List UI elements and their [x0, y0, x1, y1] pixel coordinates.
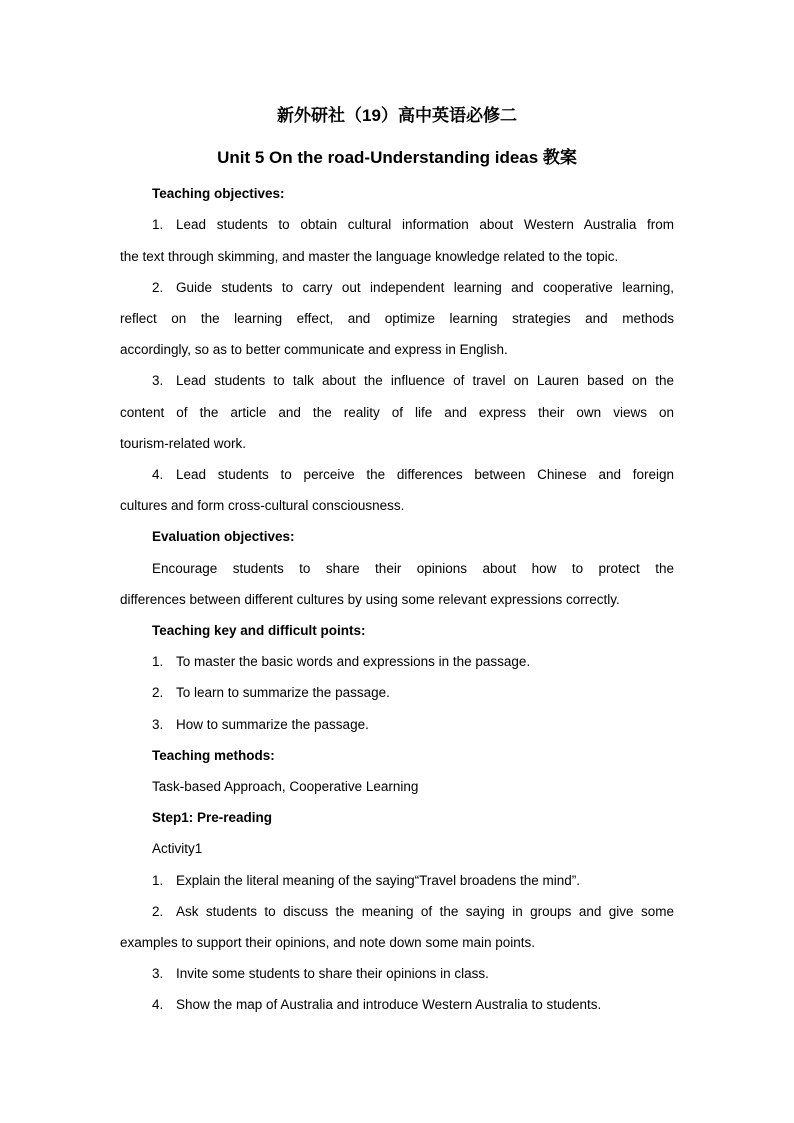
key-point-2-number: 2.	[152, 685, 164, 700]
teaching-methods-text: Task-based Approach, Cooperative Learning	[152, 779, 419, 794]
step1-item-4-number: 4.	[152, 997, 164, 1012]
step1-item-4: 4. Show the map of Australia and introduce Western Australia to students.	[152, 995, 674, 1015]
key-point-1-number: 1.	[152, 654, 164, 669]
step1-item-3: 3. Invite some students to share their opinions in class.	[152, 964, 674, 984]
evaluation-line-1: Encourage students to share their opinions about how to protect the	[152, 561, 674, 576]
key-points-heading: Teaching key and difficult points:	[152, 623, 366, 638]
key-point-2: 2. To learn to summarize the passage.	[152, 683, 674, 703]
step1-item-1-number: 1.	[152, 873, 164, 888]
document-title: 新外研社（19）高中英语必修二	[277, 106, 517, 125]
teaching-objectives-heading: Teaching objectives:	[152, 186, 285, 201]
objective-2-line-3: accordingly, so as to better communicate and express in English.	[120, 342, 508, 357]
objective-4-line-1: 4. Lead students to perceive the differences between Chinese and foreign	[152, 465, 674, 485]
evaluation-objectives-heading: Evaluation objectives:	[152, 529, 295, 544]
step1-item-3-number: 3.	[152, 966, 164, 981]
step1-heading: Step1: Pre-reading	[152, 810, 273, 825]
objective-3-line-3: tourism-related work.	[120, 436, 247, 451]
step1-item-2-line-1: 2. Ask students to discuss the meaning of the saying in groups and give some	[152, 902, 674, 922]
objective-1-line-1: 1. Lead students to obtain cultural information about Western Australia from	[152, 215, 674, 235]
objective-2-number: 2.	[152, 280, 164, 295]
evaluation-line-2: differences between different cultures by using some relevant expressions correctly.	[120, 592, 620, 607]
objective-4-number: 4.	[152, 467, 164, 482]
objective-1-number: 1.	[152, 217, 164, 232]
activity1-label: Activity1	[152, 841, 203, 856]
key-point-3: 3. How to summarize the passage.	[152, 715, 674, 735]
objective-1-line-2: the text through skimming, and master the language knowledge related to the topic.	[120, 249, 619, 264]
objective-3-line-1: 3. Lead students to talk about the influence of travel on Lauren based on the	[152, 371, 674, 391]
objective-2-line-1: 2. Guide students to carry out independent learning and cooperative learning,	[152, 278, 674, 298]
step1-item-2-number: 2.	[152, 904, 164, 919]
objective-4-line-2: cultures and form cross-cultural consciousness.	[120, 498, 405, 513]
objective-3-line-2: content of the article and the reality of life and express their own views on	[120, 405, 674, 420]
key-point-1: 1. To master the basic words and expressions in the passage.	[152, 652, 674, 672]
teaching-methods-heading: Teaching methods:	[152, 748, 275, 763]
step1-item-2-line-2: examples to support their opinions, and note down some main points.	[120, 935, 535, 950]
objective-3-number: 3.	[152, 373, 164, 388]
document-subtitle: Unit 5 On the road-Understanding ideas 教案	[217, 148, 577, 167]
step1-item-1: 1. Explain the literal meaning of the saying“Travel broadens the mind”.	[152, 871, 674, 891]
key-point-3-number: 3.	[152, 717, 164, 732]
objective-2-line-2: reflect on the learning effect, and optimize learning strategies and methods	[120, 311, 674, 326]
